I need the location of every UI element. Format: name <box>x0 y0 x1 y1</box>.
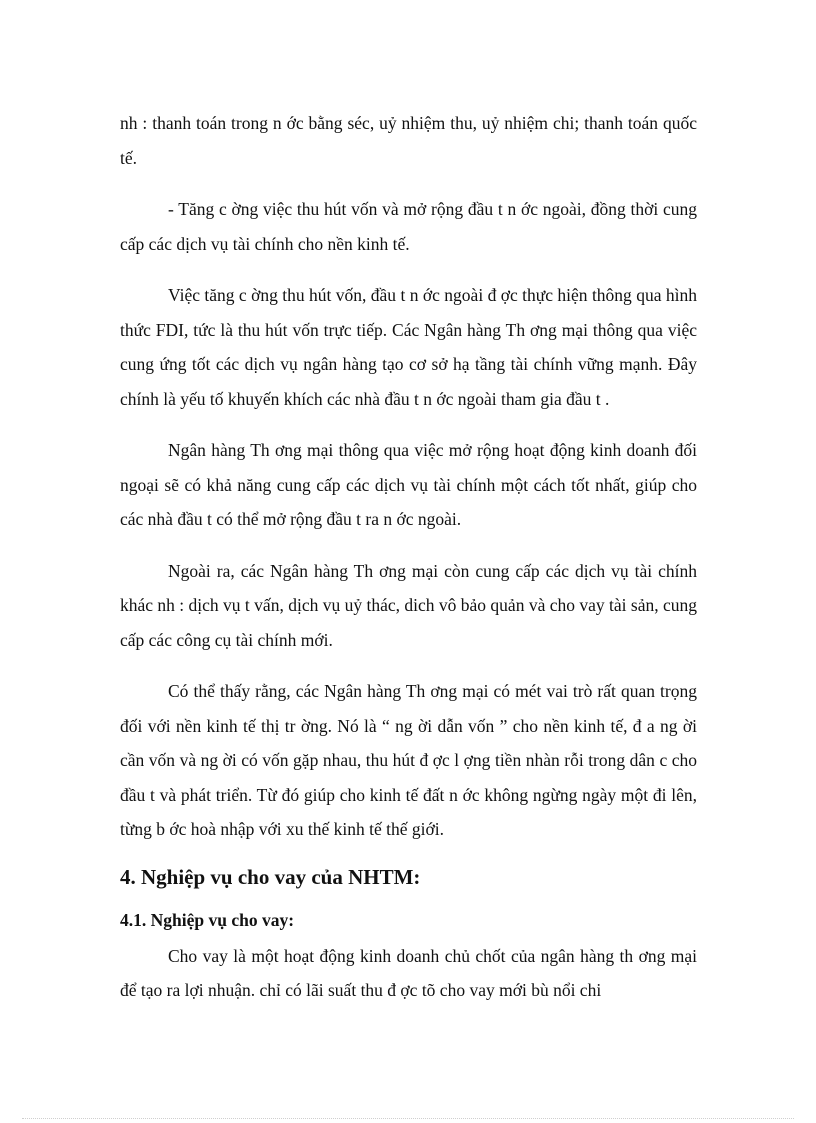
paragraph-payment-services: nh : thanh toán trong n ớc bằng séc, uỷ nhiệm thu, uỷ nhiệm chi; thanh toán quốc tế. <box>120 113 697 168</box>
paragraph-lending-intro: Cho vay là một hoạt động kinh doanh chủ chốt của ngân hàng th ơng mại để tạo ra lợi nhuận. chỉ có lãi suất thu đ ợc tõ cho vay mới bù nổi chi <box>120 945 697 1000</box>
subsection-heading: 4.1. Nghiệp vụ cho vay: <box>120 909 295 930</box>
paragraph-attract-capital: - Tăng c ờng việc thu hút vốn và mở rộng đầu t n ớc ngoài, đồng thời cung cấp các dịch vụ tài chính cho nền kinh tế. <box>120 199 697 254</box>
paragraph-other-services: Ngoài ra, các Ngân hàng Th ơng mại còn cung cấp các dịch vụ tài chính khác nh : dịch vụ t vấn, dịch vụ uỷ thác, dich vô bảo quản và cho vay tài sản, cung cấp các công cụ tài chính mới. <box>120 560 697 650</box>
page-bottom-divider <box>22 1118 794 1119</box>
paragraph-fdi: Việc tăng c ờng thu hút vốn, đầu t n ớc ngoài đ ợc thực hiện thông qua hình thức FDI, tức là thu hút vốn trực tiếp. Các Ngân hàng Th ơng mại thông qua việc cung ứng tốt các dịch vụ ngân hàng tạo cơ sở hạ tầng tài chính vững mạnh. Đây chính là yếu tố khuyến khích các nhà đầu t n ớc ngoài tham gia đầu t . <box>120 285 697 409</box>
document-page <box>120 106 697 1008</box>
paragraph-foreign-business: Ngân hàng Th ơng mại thông qua việc mở rộng hoạt động kinh doanh đối ngoại sẽ có khả năng cung cấp các dịch vụ tài chính một cách tốt nhất, giúp cho các nhà đầu t có thể mở rộng đầu t ra n ớc ngoài. <box>120 440 697 529</box>
section-heading: 4. Nghiệp vụ cho vay của NHTM: <box>120 864 421 889</box>
paragraph-role-summary: Có thể thấy rằng, các Ngân hàng Th ơng mại có mét vai trò rất quan trọng đối với nền kinh tế thị tr ờng. Nó là “ ng ời dẫn vốn ” cho nền kinh tế, đ a ng ời cần vốn và ng ời có vốn gặp nhau, thu hút đ ợc l ợng tiền nhàn rỗi trong dân c cho đầu t và phát triển. Từ đó giúp cho kinh tế đất n ớc không ngừng ngày một đi lên, từng b ớc hoà nhập với xu thế kinh tế thế giới. <box>120 681 697 839</box>
